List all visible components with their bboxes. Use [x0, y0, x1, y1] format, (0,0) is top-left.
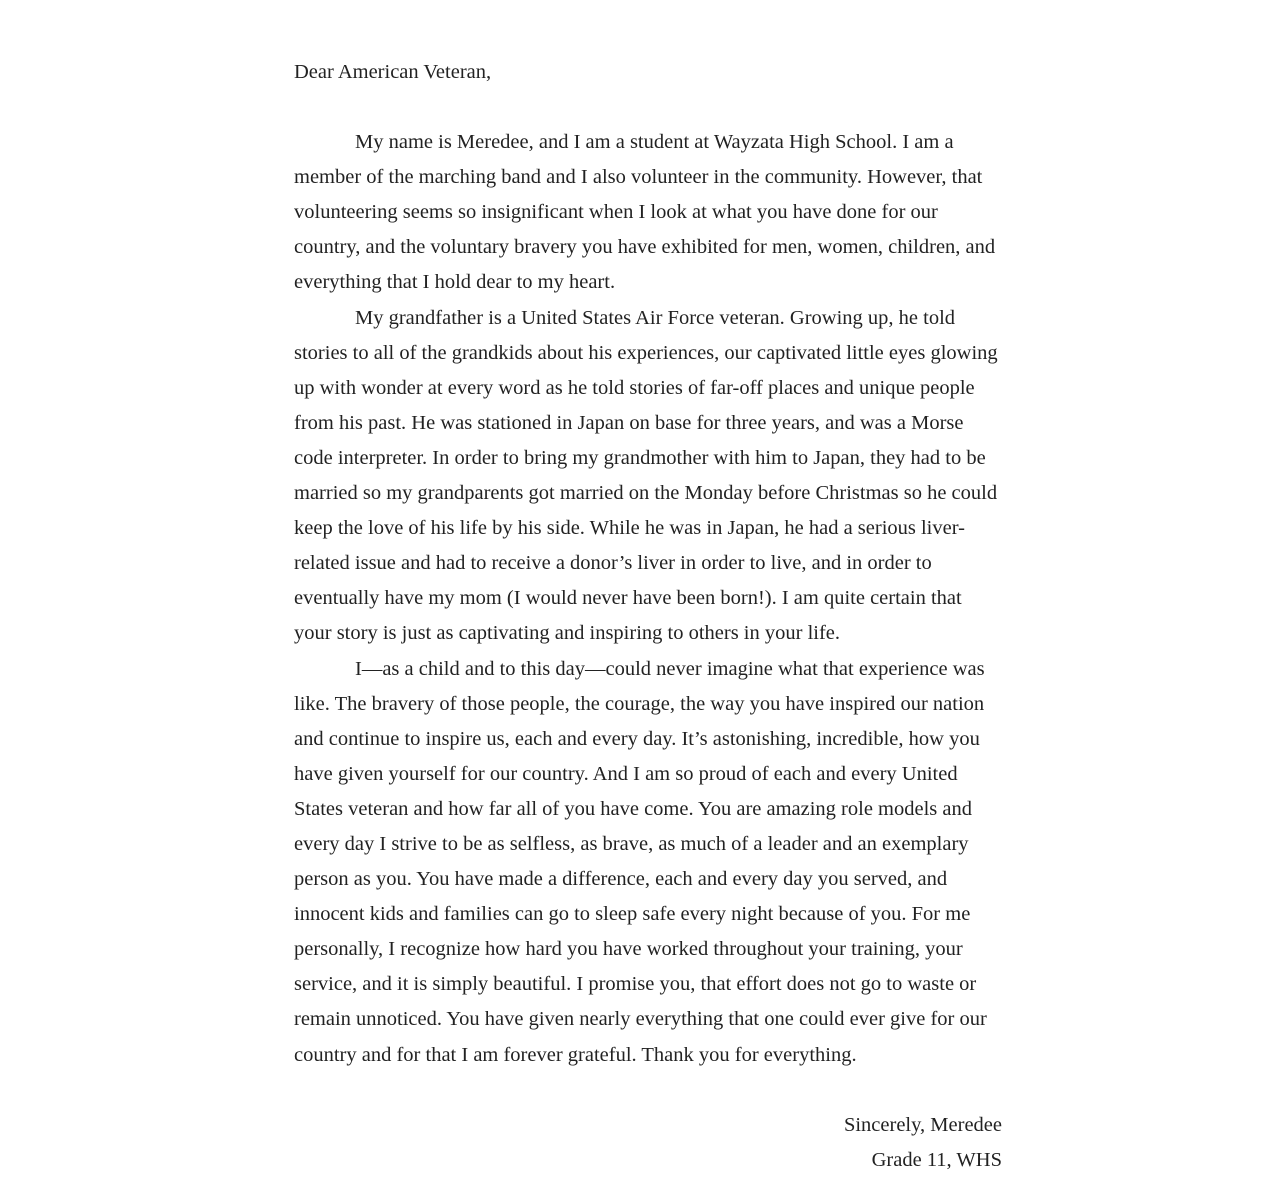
- signature-line: Sincerely, Meredee: [843, 1113, 1002, 1136]
- letter-paragraph-3: I—as a child and to this day—could never imagine what that experience was like. The bravery of those people, the courage, the way you have inspired our nation and continue to inspire us, each and every day. It’s astonishing, incredible, how you have given yourself for our country. And I am so proud of each and every United States veteran and how far all of you have come. You are amazing role models and every day I strive to be as selfless, as brave, as much of a leader and an exemplary person as you. You have made a difference, each and every day you served, and innocent kids and families can go to sleep safe every night because of you. For me personally, I recognize how hard you have worked throughout your training, your service, and it is simply beautiful. I promise you, that effort does not go to waste or remain unnoticed. You have given nearly everything that one could ever give for our country and for that I am forever grateful. Thank you for everything.: [294, 657, 987, 1066]
- letter-closing: [294, 1108, 1002, 1178]
- signature-detail: Grade 11, WHS: [871, 1148, 1002, 1171]
- letter-greeting: Dear American Veteran,: [294, 61, 492, 83]
- letter-body: [294, 55, 1002, 1178]
- letter-paragraph-1: My name is Meredee, and I am a student at Wayzata High School. I am a member of the marching band and I also volunteer in the community. However, that volunteering seems so insignificant when I look at what you have done for our country, and the voluntary bravery you have exhibited for men, women, children, and everything that I hold dear to my heart.: [294, 131, 996, 294]
- letter-paragraph-2: My grandfather is a United States Air Force veteran. Growing up, he told stories to all of the grandkids about his experiences, our captivated little eyes glowing up with wonder at every word as he told stories of far-off places and unique people from his past. He was stationed in Japan on base for three years, and was a Morse code interpreter. In order to bring my grandmother with him to Japan, they had to be married so my grandparents got married on the Monday before Christmas so he could keep the love of his life by his side. While he was in Japan, he had a serious liver-related issue and had to receive a donor’s liver in order to live, and in order to eventually have my mom (I would never have been born!). I am quite certain that your story is just as captivating and inspiring to others in your life.: [294, 306, 998, 645]
